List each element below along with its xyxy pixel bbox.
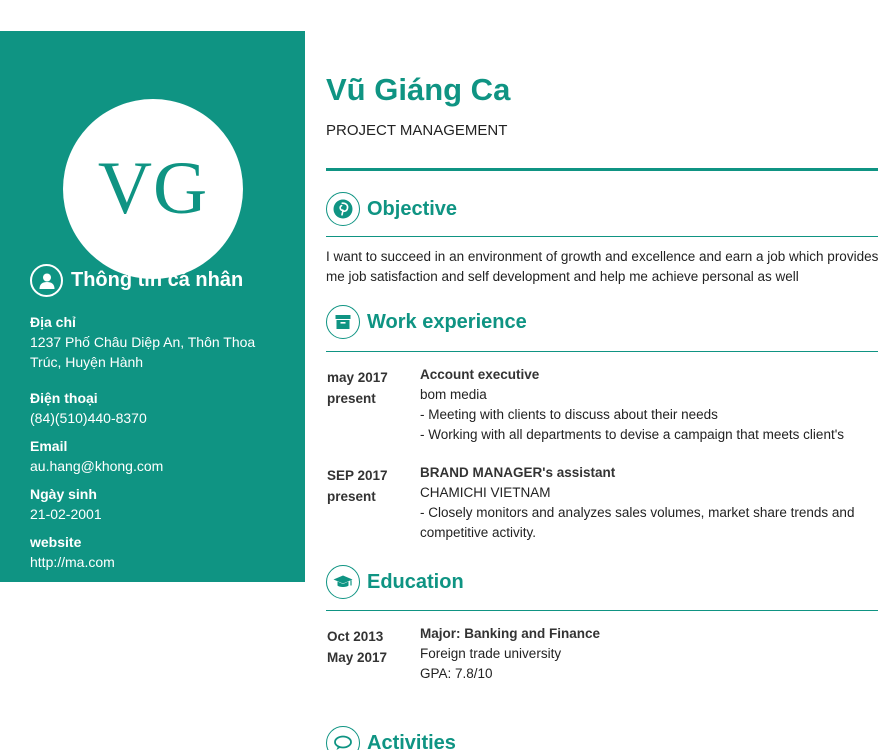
education-dates <box>327 626 387 668</box>
work-entry-1-dates <box>327 367 388 409</box>
address-block <box>30 312 280 372</box>
pinterest-icon <box>326 192 360 226</box>
education-gpa: GPA: 7.8/10 <box>420 666 493 681</box>
activities-title: Activities <box>367 731 456 750</box>
objective-heading <box>326 192 457 226</box>
candidate-name: Vũ Giáng Ca <box>326 72 511 107</box>
website-block <box>30 532 115 572</box>
user-icon <box>30 264 63 297</box>
education-end: May 2017 <box>327 650 388 665</box>
website-value[interactable]: http://ma.com <box>30 554 115 570</box>
phone-value: (84)(510)440-8370 <box>30 410 147 426</box>
personal-info-heading <box>30 264 243 297</box>
activities-heading <box>326 726 456 750</box>
work-experience-divider <box>326 351 878 352</box>
education-school: Foreign trade university <box>420 646 562 661</box>
work-experience-heading <box>326 305 527 339</box>
objective-title: Objective <box>367 197 458 220</box>
website-label: website <box>30 534 82 550</box>
education-start: Oct 2013 <box>327 629 384 644</box>
graduation-cap-icon <box>326 565 360 599</box>
phone-block <box>30 388 147 428</box>
education-title: Education <box>367 570 464 593</box>
address-value: 1237 Phố Châu Diệp An, Thôn Thoa Trúc, Huyện Hành <box>30 334 256 370</box>
work-entry-1-detail-2: - Working with all departments to devise a campaign that meets client's <box>420 427 845 442</box>
education-divider <box>326 610 878 611</box>
archive-box-icon <box>326 305 360 339</box>
header-divider <box>326 168 878 171</box>
work-entry-2-detail-1: - Closely monitors and analyzes sales volumes, market share trends and competitive activity. <box>420 505 855 540</box>
phone-label: Điện thoại <box>30 390 98 406</box>
work-entry-1-start: may 2017 <box>327 370 388 385</box>
candidate-position: PROJECT MANAGEMENT <box>326 122 508 139</box>
work-entry-2-start: SEP 2017 <box>327 468 388 483</box>
personal-info-title: Thông tin cá nhân <box>71 269 244 291</box>
avatar-initials: VG <box>97 147 209 230</box>
objective-text: I want to succeed in an environment of growth and excellence and earn a job which provides me job satisfaction and self development and help me achieve personal as well <box>326 249 879 284</box>
email-block <box>30 436 163 476</box>
avatar <box>63 99 243 279</box>
work-entry-1-end: present <box>327 391 376 406</box>
birthday-value: 21-02-2001 <box>30 506 102 522</box>
work-entry-2-end: present <box>327 489 376 504</box>
work-entry-1-detail-1: - Meeting with clients to discuss about their needs <box>420 407 718 422</box>
work-entry-2 <box>420 463 888 543</box>
work-experience-title: Work experience <box>367 310 527 333</box>
work-entry-2-company: CHAMICHI VIETNAM <box>420 485 551 500</box>
education-entry <box>420 624 888 684</box>
work-entry-1-title: Account executive <box>420 367 540 382</box>
work-entry-1 <box>420 365 888 445</box>
chat-bubble-icon <box>326 726 360 750</box>
email-value[interactable]: au.hang@khong.com <box>30 458 164 474</box>
education-heading <box>326 565 464 599</box>
work-entry-2-dates <box>327 465 388 507</box>
personal-info-sidebar <box>0 31 305 582</box>
email-label: Email <box>30 438 68 454</box>
education-major: Major: Banking and Finance <box>420 626 601 641</box>
work-entry-1-company: bom media <box>420 387 487 402</box>
objective-divider <box>326 236 878 237</box>
address-label: Địa chỉ <box>30 314 76 330</box>
work-entry-2-title: BRAND MANAGER's assistant <box>420 465 616 480</box>
birthday-label: Ngày sinh <box>30 486 97 502</box>
birthday-block <box>30 484 102 524</box>
